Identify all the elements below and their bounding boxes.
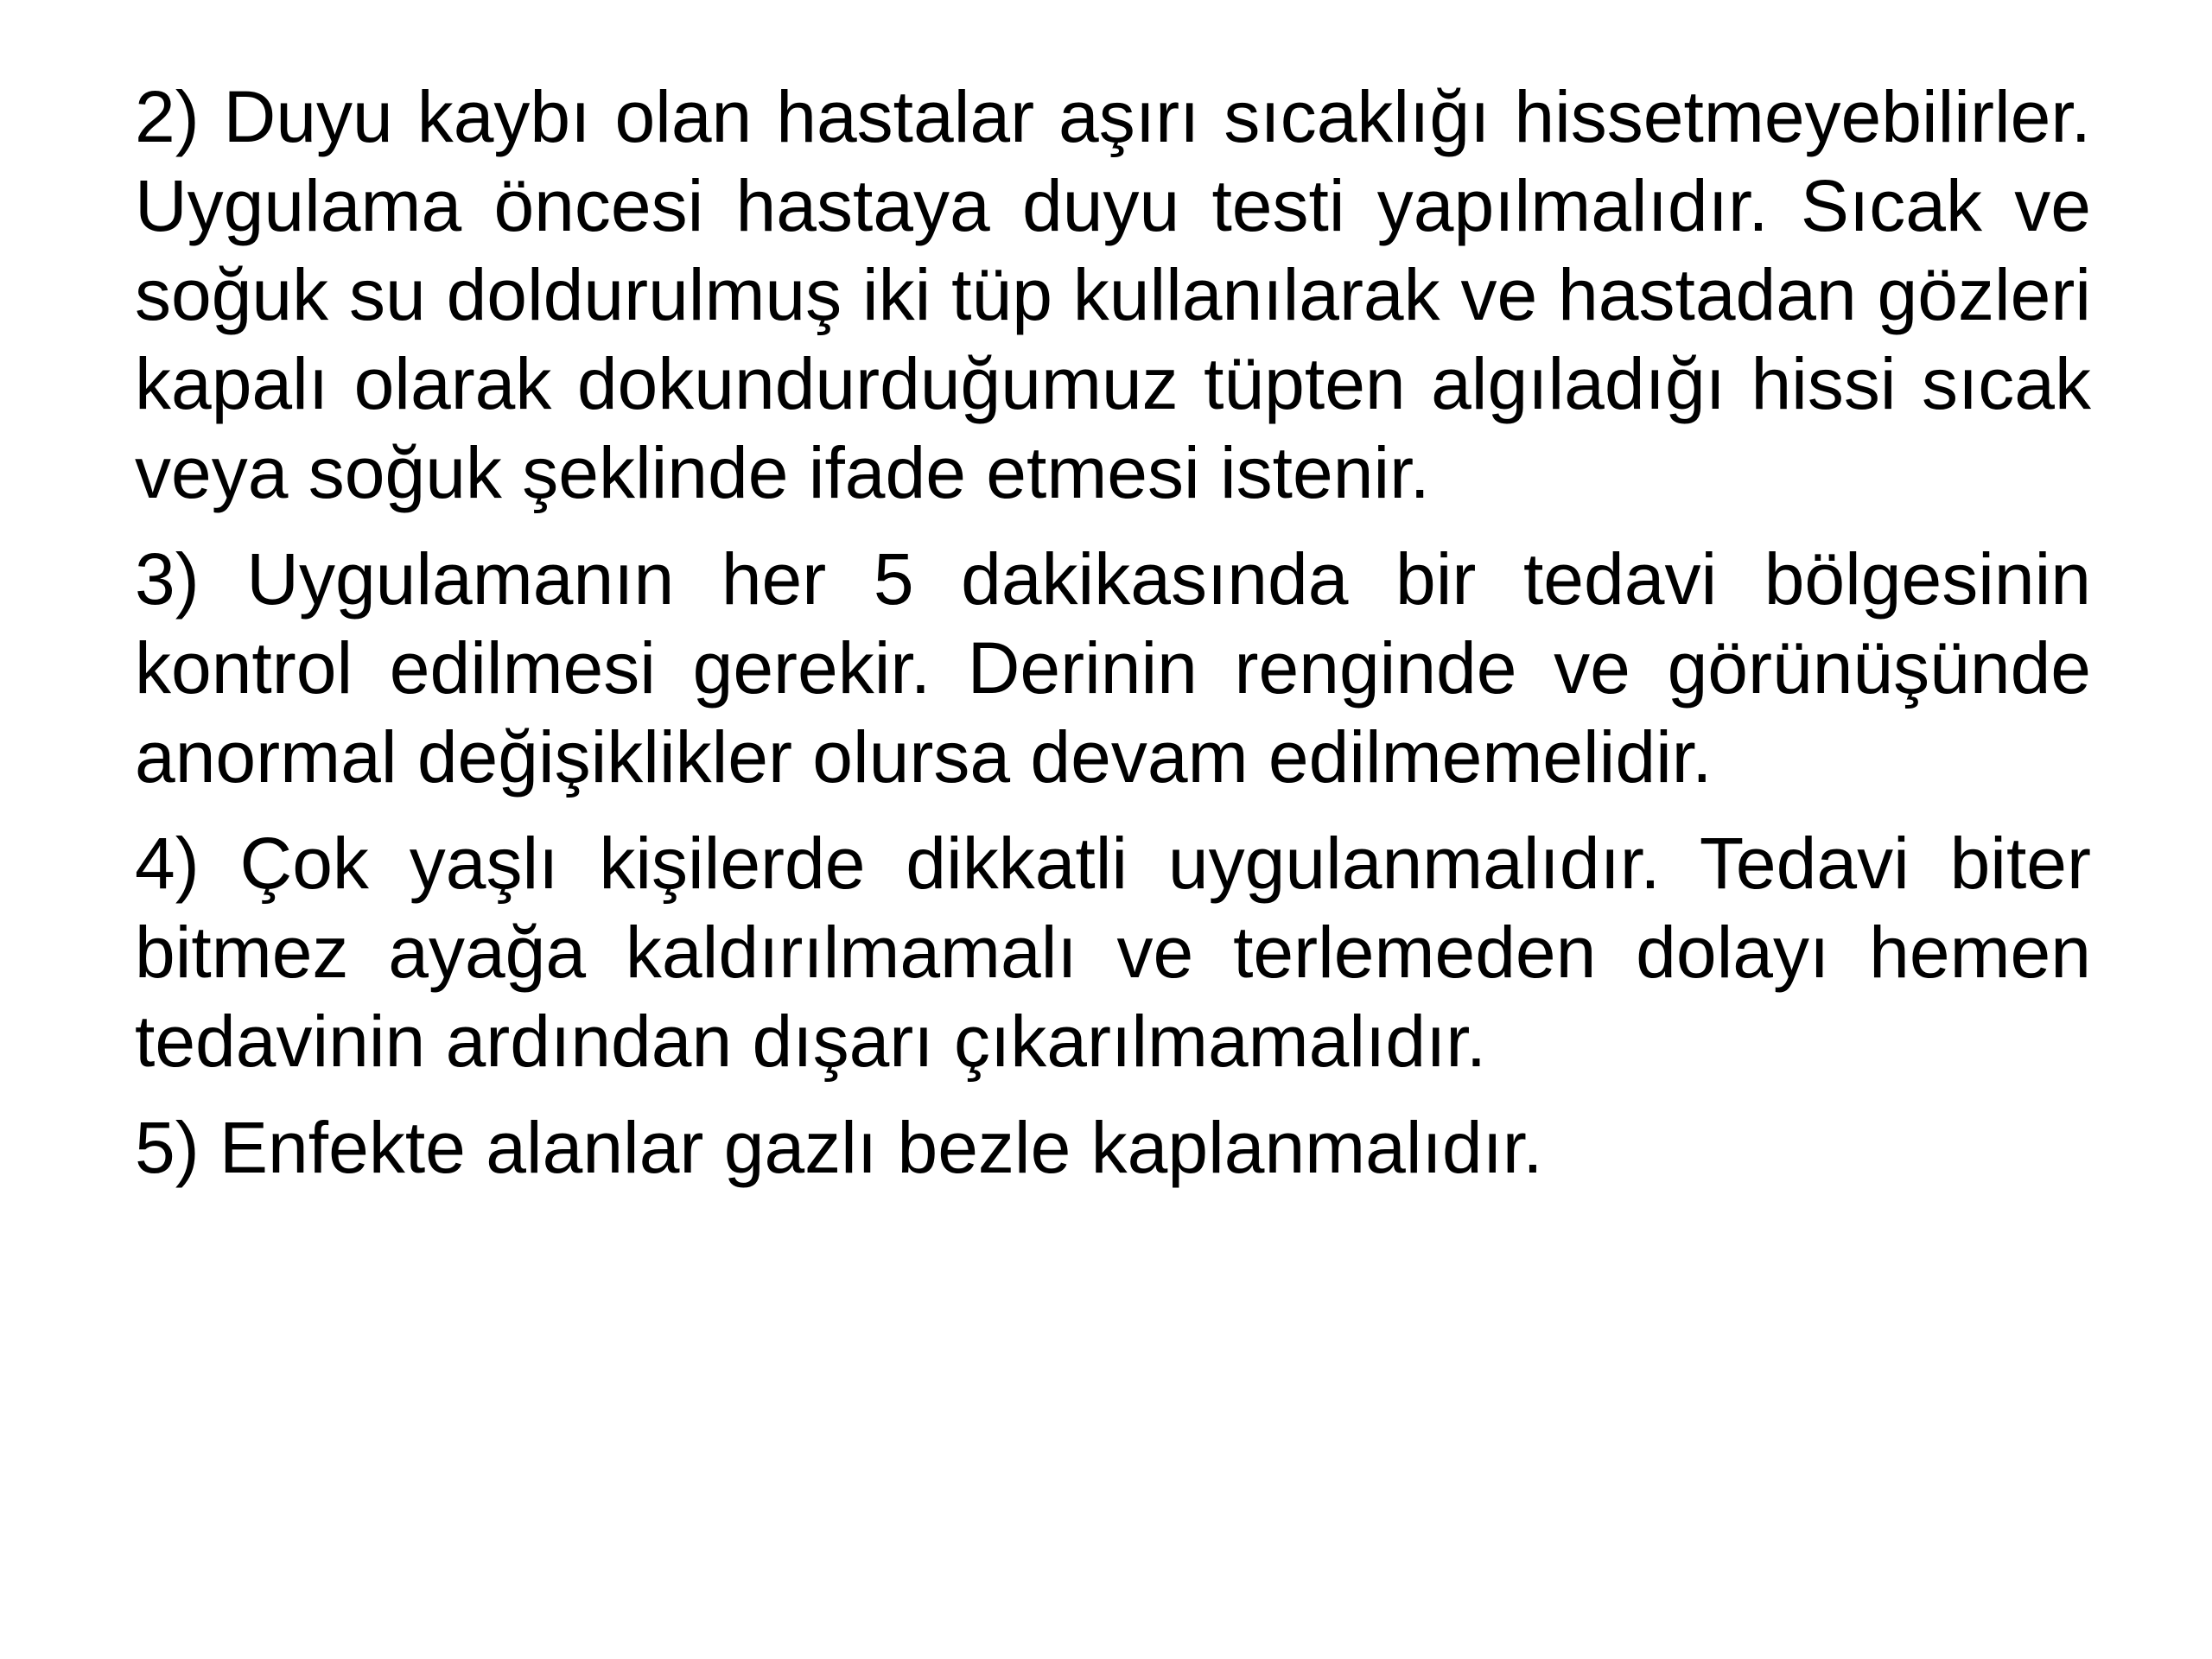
slide-body-text [135,73,2091,1210]
paragraph-item-3: 3) Uygulamanın her 5 dakikasında bir tedavi bölgesinin kontrol edilmesi gerekir. Derinin renginde ve görünüşünde anormal değişiklikler olursa devam edilmemelidir. [135,538,2091,798]
paragraph-item-2: 2) Duyu kaybı olan hastalar aşırı sıcaklığı hissetmeyebilirler. Uygulama öncesi hastaya duyu testi yapılmalıdır. Sıcak ve soğuk su doldurulmuş iki tüp kullanılarak ve hastadan gözleri kapalı olarak dokundurduğumuz tüpten algıladığı hissi sıcak veya soğuk şeklinde ifade etmesi istenir. [135,76,2091,513]
paragraph-item-5: 5) Enfekte alanlar gazlı bezle kaplanmalıdır. [135,1107,1543,1188]
paragraph-item-4: 4) Çok yaşlı kişilerde dikkatli uygulanmalıdır. Tedavi biter bitmez ayağa kaldırılmamalı ve terlemeden dolayı hemen tedavinin ardından dışarı çıkarılmamalıdır. [135,823,2091,1082]
